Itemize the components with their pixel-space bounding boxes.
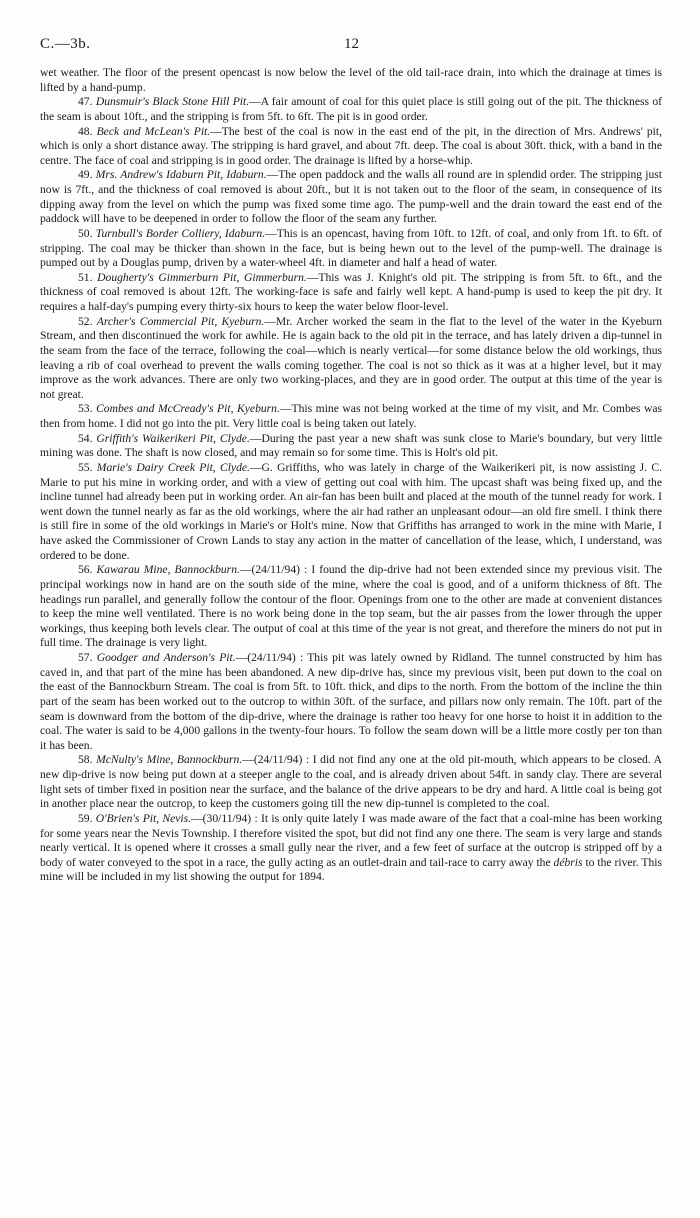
paragraph-number: 59. (78, 811, 96, 825)
paragraph-number: 52. (78, 314, 97, 328)
mine-report-paragraph (40, 432, 662, 461)
paragraph-number: 50. (78, 226, 96, 240)
paragraph-text: —Mr. Archer worked the seam in the flat to the level of the water in the Kyeburn Stream, and then discontinued the work for awhile. He is again back to the old pit in the terrace, and has lately driven a dip-tunnel in the seam from the face of the terrace, following the coal—which is nearly vertical—for some distance below the old workings, thus leaving a rib of coal overhead to prevent the walls coming together. The coal is not so thick as it was at a higher level, but it may improve as the work advances. There are only two working-places, and they are in good order. The output at this time of the year is not great. (40, 314, 663, 401)
mine-name: Dougherty's Gimmerburn Pit, Gimmerburn. (97, 270, 307, 284)
mine-name: Mrs. Andrew's Idaburn Pit, Idaburn. (95, 168, 267, 182)
mine-report-paragraph (40, 563, 662, 651)
paragraph-text: —G. Griffiths, who was lately in charge of the Waikerikeri pit, is now assisting J. C. Marie to put his mine in working order, and with a view of getting out coal with him. The upcast shaft was being fixed up, and the incline tunnel had already been put in working order. An air-fan has been built and placed at the mouth of the tunnel ready for work. I went down the tunnel nearly as far as the old workings, where the air had rather an unpleasant odour—an old fire smell. I think there is still fire in some of the old workings in Marie's or Holt's mine. Now that Griffiths has arranged to work in the mine with Marie, I have asked the Commissioner of Crown Lands to stay any action in the matter of cancellation of the lease, which, I understand, was ordered to be done. (40, 460, 662, 562)
mine-name: Dunsmuir's Black Stone Hill Pit. (95, 95, 250, 109)
paragraph-number: 53. (78, 402, 97, 416)
paragraph-text: wet weather. The floor of the present opencast is now below the level of the old tail-race drain, into which the drainage at times is lifted by a hand-pump. (40, 66, 662, 94)
mine-name: Goodger and Anderson's Pit. (96, 651, 236, 664)
paragraph-number: 58. (78, 753, 97, 767)
document-body (40, 66, 662, 885)
paragraph-text: —The best of the coal is now in the east end of the pit, in the direction of Mrs. Andrews' pit, which is only a short distance away. The stripping is hard gravel, and about 7ft. deep. The coal is about 30ft. thick, with a band in the centre. The face of coal and stripping is in good order. The drainage is lifted by a horse-whip. (40, 124, 663, 167)
document-reference: C.—3b. (40, 36, 91, 52)
paragraph-number: 49. (78, 168, 96, 182)
paragraph-text: —(30/11/94) : It is only quite lately I was made aware of the fact that a coal-mine has been working for some years near the Nevis Township. I therefore visited the spot, but did not find any one there. The seam is very large and stands nearly vertical. It is opened where it crosses a small gully near the river, and a few feet of surface at the outcrop is stripped off by a body of water conveyed to the spot in a race, the gully acting as an outlet-drain and tail-race to carry away the débris to the river. This mine will be included in my list showing the output for 1894. (40, 811, 663, 884)
mine-name: McNulty's Mine, Bannockburn. (96, 753, 243, 767)
mine-name: Archer's Commercial Pit, Kyeburn. (96, 314, 265, 328)
paragraph-number: 51. (78, 270, 98, 284)
mine-report-paragraph (40, 461, 662, 563)
continued-paragraph (40, 66, 662, 95)
mine-name: Combes and McCready's Pit, Kyeburn. (96, 402, 280, 416)
paragraph-number: 56. (78, 563, 97, 577)
paragraph-number: 48. (78, 124, 97, 138)
paragraph-text: —The open paddock and the walls all round are in splendid order. The stripping just now is 7ft., and the thickness of coal removed is about 20ft., but it is not taken out to the floor of the seam, in consequence of its dipping away from the level on which the pump was fixed some time ago. The pump-well and the drain toward the east end of the paddock will have to be deepened in order to follow the floor of the seam any further. (40, 168, 662, 226)
mine-report-paragraph (40, 168, 662, 227)
paragraph-number: 54. (78, 431, 97, 445)
mine-name: Marie's Dairy Creek Pit, Clyde. (96, 460, 250, 474)
page-header (40, 36, 662, 66)
paragraph-text: —This mine was not being worked at the time of my visit, and Mr. Combes was then from home. I did not go into the pit. Very little coal is being taken out lately. (40, 402, 663, 430)
paragraph-text: —During the past year a new shaft was sunk close to Marie's boundary, but very little mining was done. The shaft is now closed, and may remain so for some time. This is Holt's old pit. (40, 431, 663, 460)
paragraph-text: —A fair amount of coal for this quiet place is still going out of the pit. The thickness of the seam is about 10ft., and the stripping is from 5ft. to 6ft. The pit is in good order. (40, 95, 663, 123)
paragraph-number: 47. (78, 95, 96, 109)
mine-report-paragraph (40, 753, 662, 812)
paragraph-text: —(24/11/94) : This pit was lately owned by Ridland. The tunnel constructed by him has caved in, and that part of the mine has been abandoned. A new dip-drive has, since my previous visit, been put down to the coal on the east of the Bannockburn Stream. The coal is from 5ft. to 10ft. thick, and dips to the north. From the bottom of the incline the thin part of the seam has been worked out to the outcrop to within 30ft. of the surface, and pillars now only remain. The 10ft. part of the seam is downward from the bottom of the dip-drive, where the drainage is rather too heavy for one horse to hoist it in addition to the coal. The water is said to be 4,000 gallons in the twenty-four hours. To follow the seam down will be a little more costly per ton than it has been. (40, 651, 662, 752)
page-number: 12 (344, 36, 359, 52)
mine-name: Griffith's Waikerikeri Pit, Clyde. (96, 431, 250, 445)
paragraph-text: —(24/11/94) : I did not find any one at the old pit-mouth, which appears to be closed. A new dip-drive is now being put down at a steeper angle to the coal, and is already driven about 54ft. in sandy clay. There are several light sets of timber fixed in position near the surface, and the balance of the drive appears to be dry and hard. A little coal is being got in another place near the outcrop, to keep the customers going till the new dip-tunnel is completed to the coal. (40, 753, 662, 811)
paragraph-number: 57. (78, 651, 97, 664)
mine-name: O'Brien's Pit, Nevis. (95, 811, 192, 825)
paragraph-text: —(24/11/94) : I found the dip-drive had not been extended since my previous visit. The principal workings now in hand are on the south side of the mine, where the coal is good, and of a uniform thickness of 8ft. The headings run parallel, and generally follow the contour of the floor. Openings from one to the other are made at convenient distances to keep the mine well ventilated. There is no work being done in the top seam, but the air passes from the lower through the upper workings, thus keeping both levels clear. The output of coal at this time of the year is not great, and therefore the miners do not put in full time. The drainage is very light. (40, 563, 663, 650)
paragraph-number: 55. (78, 460, 97, 474)
mine-report-paragraph (40, 125, 662, 169)
mine-report-paragraph (40, 95, 662, 124)
mine-report-paragraph (40, 402, 662, 431)
mine-name: Kawarau Mine, Bannockburn. (96, 563, 240, 577)
paragraph-text: —This was J. Knight's old pit. The stripping is from 5ft. to 6ft., and the thickness of coal removed is about 12ft. The working-face is safe and fairly well kept. A hand-pump is used to keep the pit dry. It requires a half-day's pumping every thirty-six hours to keep the water below floor-level. (40, 270, 663, 313)
paragraph-text: —This is an opencast, having from 10ft. to 12ft. of coal, and only from 1ft. to 6ft. of stripping. The coal may be thicker than shown in the face, but is being hewn out to the level of the pump-well. The drainage is pumped out by a Douglas pump, driven by a water-wheel 4ft. in diameter and half a head of water. (40, 226, 663, 270)
mine-report-paragraph (40, 812, 662, 885)
mine-name: Turnbull's Border Colliery, Idaburn. (95, 226, 266, 240)
mine-report-paragraph (40, 227, 662, 271)
mine-report-paragraph (40, 271, 662, 315)
mine-report-paragraph (40, 651, 662, 753)
mine-report-paragraph (40, 315, 662, 403)
mine-name: Beck and McLean's Pit. (96, 124, 211, 138)
